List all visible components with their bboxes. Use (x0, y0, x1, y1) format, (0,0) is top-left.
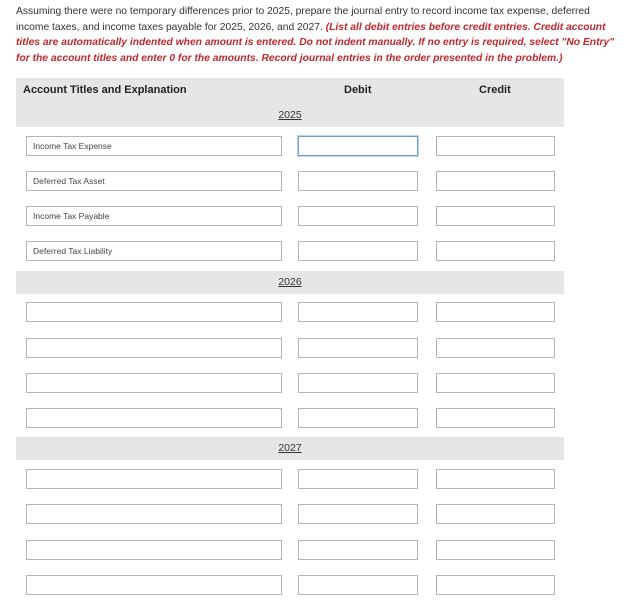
credit-input[interactable] (436, 206, 555, 226)
debit-input[interactable] (298, 338, 418, 358)
debit-input[interactable] (298, 136, 418, 156)
instructions-note: (List all debit entries before credit entries. Credit account titles are automatically indented when amount is entered. Do not indent manually. If no entry is required, select "No Entry" for the account titles and enter 0 for the amounts. Record journal entries in the order presented in the problem.) (16, 21, 615, 64)
account-title-input[interactable] (26, 540, 282, 560)
debit-input[interactable] (298, 302, 418, 322)
debit-input[interactable] (298, 241, 418, 261)
debit-input[interactable] (298, 575, 418, 595)
credit-input[interactable] (436, 540, 555, 560)
credit-input[interactable] (436, 171, 555, 191)
debit-input[interactable] (298, 206, 418, 226)
year-label-2026: 2026 (278, 276, 302, 288)
instructions-text: Assuming there were no temporary differences prior to 2025, prepare the journal entry to record income tax expense, deferred income taxes, and income taxes payable for 2025, 2026, and 2027. (16, 6, 590, 33)
credit-input[interactable] (436, 408, 555, 428)
credit-input[interactable] (436, 504, 555, 524)
account-title-input[interactable] (26, 469, 282, 489)
credit-column-header: Credit (479, 84, 511, 96)
account-title-input[interactable] (26, 338, 282, 358)
account-title-input[interactable] (26, 136, 282, 156)
debit-column-header: Debit (344, 84, 372, 96)
account-title-input[interactable] (26, 408, 282, 428)
account-title-input[interactable] (26, 241, 282, 261)
account-title-input[interactable] (26, 206, 282, 226)
year-label-2027: 2027 (278, 442, 302, 454)
debit-input[interactable] (298, 373, 418, 393)
account-title-input[interactable] (26, 575, 282, 595)
credit-input[interactable] (436, 469, 555, 489)
credit-input[interactable] (436, 338, 555, 358)
debit-input[interactable] (298, 504, 418, 524)
credit-input[interactable] (436, 136, 555, 156)
year-label-2025: 2025 (278, 109, 302, 121)
account-title-input[interactable] (26, 373, 282, 393)
credit-input[interactable] (436, 241, 555, 261)
account-title-input[interactable] (26, 171, 282, 191)
instructions (16, 4, 620, 66)
credit-input[interactable] (436, 373, 555, 393)
debit-input[interactable] (298, 171, 418, 191)
debit-input[interactable] (298, 540, 418, 560)
account-title-input[interactable] (26, 504, 282, 524)
account-title-input[interactable] (26, 302, 282, 322)
credit-input[interactable] (436, 302, 555, 322)
debit-input[interactable] (298, 408, 418, 428)
debit-input[interactable] (298, 469, 418, 489)
account-column-header: Account Titles and Explanation (23, 84, 187, 96)
credit-input[interactable] (436, 575, 555, 595)
